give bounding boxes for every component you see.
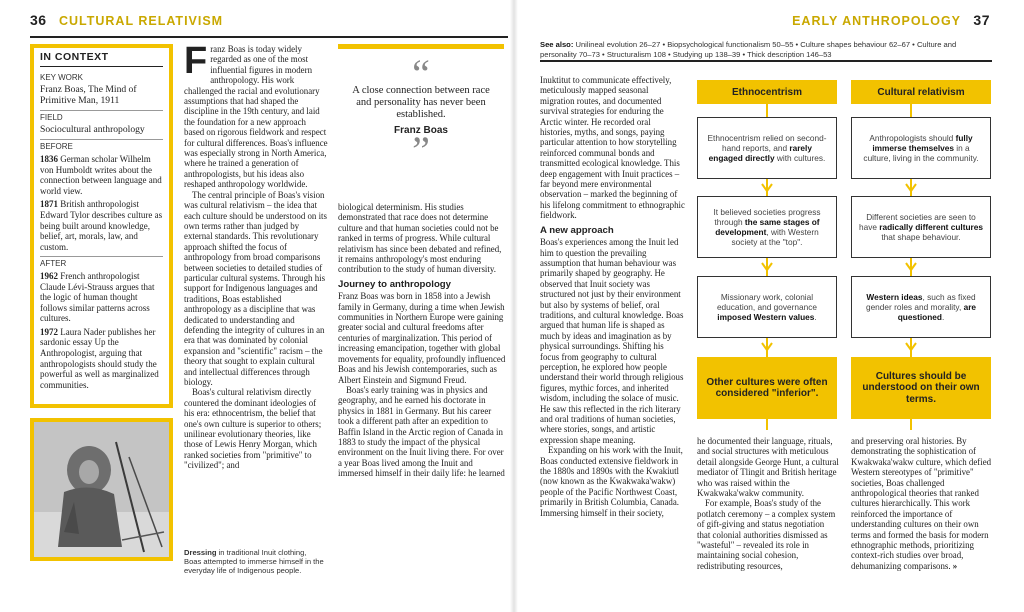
right-section-title: EARLY ANTHROPOLOGY <box>792 14 962 28</box>
paragraph: Inuktitut to communicate effectively, meticulously mapped seasonal migration routes, and documented survival strategies for enduring the Arctic winter. He recorded oral histories, myths, and songs, paying particular attention to how storytelling reinforced communal bonds and transmitted ecological knowledge. This deep engagement with Inuit practices – far beyond mere environmental observation – marked the beginning of his lifelong commitment to ethnographic fieldwork. <box>540 75 685 221</box>
after-text: Laura Nader publishes her sardonic essay Up the Anthropologist, arguing that anthropologists should study the powerful as well as marginalized communities. <box>40 326 159 390</box>
in-context-title: IN CONTEXT <box>40 52 163 67</box>
after-label: AFTER <box>40 256 163 270</box>
before-label: BEFORE <box>40 139 163 153</box>
close-quote-icon: ” <box>412 128 430 173</box>
right-page-number: 37 <box>973 12 990 28</box>
drop-cap: F <box>184 40 208 82</box>
after-text: French anthropologist Claude Lévi-Strauss argues that the logic of human thought follows similar patterns across cultures. <box>40 270 155 324</box>
quote-author: Franz Boas <box>394 125 448 136</box>
before-text: British anthropologist Edward Tylor describes culture as being built around knowledge, belief, art, morals, law, and custom. <box>40 199 163 252</box>
body-column-5 <box>851 436 995 571</box>
flow-box: Western ideas, such as fixed gender roles and morality, are questioned. <box>851 276 991 338</box>
paragraph: Boas's experiences among the Inuit led him to question the prevailing assumption that human behaviour was primarily shaped by geography. He observed that Inuit society was structured not just by their environment but also by systems of belief, oral traditions, and cultural knowledge. Boas argued that human life is shaped as much by ideas and imagination as by physical surroundings. Shifting his focus from geography to cultural perception, he explored how people understand their world through religious figures, mythic forces, and inherited wisdom, including the solace of music. He saw this reflected in the rich literary and oral traditions of human societies, where stories, songs, and artistic expression shape meaning. <box>540 237 684 445</box>
caption-text: in traditional Inuit clothing, Boas attempted to immerse himself in the everyday life of Indigenous people. <box>184 548 324 576</box>
after-year: 1972 <box>40 326 58 337</box>
flow-box: Anthropologists should fully immerse themselves in a culture, living in the community. <box>851 117 991 179</box>
body-column-4 <box>697 436 839 571</box>
down-arrow-icon <box>760 340 774 354</box>
caption-lead: Dressing <box>184 548 217 557</box>
open-quote-icon: “ <box>412 51 430 96</box>
paragraph: Franz Boas was born in 1858 into a Jewish family in Germany, during a time when Jewish communities in Northern Europe were gaining greater social and cultural freedoms after centuries of marginalization. This period of increasing emancipation, together with global movements for equality, profoundly influenced Boas and his Jewish contemporaries, such as Albert Einstein and Sigmund Freud. <box>338 291 506 385</box>
boas-inuit-photo <box>30 418 173 561</box>
continue-arrow-icon: » <box>952 560 958 571</box>
pull-quote <box>338 44 504 183</box>
see-also <box>540 40 990 59</box>
paragraph: For example, Boas's study of the potlatch ceremony – a complex system of gift-giving and status negotiation that colonial authorities dismissed as "wasteful" – revealed its role in maintaining social cohesion, redistributing resources, <box>697 498 836 571</box>
field-text: Sociocultural anthropology <box>40 123 145 135</box>
flow-box: Different societies are seen to have radically different cultures that shape behaviour. <box>851 196 991 258</box>
down-arrow-icon <box>904 181 918 195</box>
after-item <box>40 271 163 324</box>
flow-box: Missionary work, colonial education, and governance imposed Western values. <box>697 276 837 338</box>
body-column-1 <box>184 40 328 471</box>
key-work-text: Franz Boas, The Mind of Primitive Man, 1911 <box>40 84 137 107</box>
body-column-2 <box>338 202 506 479</box>
left-page-header <box>30 12 223 28</box>
paragraph: he documented their language, rituals, and social structures with meticulous detail alongside George Hunt, a cultural mediator of Tlingit and British heritage who was raised within the Kwakwaka'wakw community. <box>697 436 839 499</box>
body-column-3 <box>540 75 685 518</box>
right-page-header <box>792 12 990 28</box>
flow-result-cultural-relativism: Cultures should be understood on their own terms. <box>851 357 991 419</box>
before-item <box>40 199 163 252</box>
left-page-number: 36 <box>30 12 47 28</box>
flow-result-ethnocentrism: Other cultures were often considered "inferior". <box>697 357 837 419</box>
down-arrow-icon <box>904 340 918 354</box>
left-section-title: CULTURAL RELATIVISM <box>58 14 224 28</box>
paragraph: Expanding on his work with the Inuit, Boas conducted extensive fieldwork in the 1880s and 1890s with the Kwakiutl (now known as the Kwakwaka'wakw) people of the Pacific Northwest Coast, primarily in British Columbia, Canada. Immersing himself in their society, <box>540 445 683 518</box>
quote-text: A close connection between race and personality has never been established. <box>352 85 490 120</box>
down-arrow-icon <box>760 260 774 274</box>
see-also-label: See also: <box>540 40 574 49</box>
before-year: 1836 <box>40 153 58 164</box>
flowchart-header-cultural-relativism: Cultural relativism <box>851 80 991 104</box>
paragraph: and preserving oral histories. By demonstrating the sophistication of Kwakwaka'wakw culture, which defied Western stereotypes of "primitive" societies, Boas challenged anthropological theories that ranked cultures hierarchically. This work reinforced the importance of understanding cultures on their own terms and formed the basis for modern ethnographic methods, prioritizing context-rich studies over broad, dehumanizing comparisons. <box>851 436 992 571</box>
down-arrow-icon <box>760 181 774 195</box>
before-item <box>40 154 163 196</box>
section-heading: A new approach <box>540 224 614 236</box>
down-arrow-icon <box>904 260 918 274</box>
right-header-rule <box>540 60 992 62</box>
paragraph: Boas's cultural relativism directly countered the dominant ideologies of his era: ethnocentrism, the belief that one's own culture is superior to others; unilinear evolutionary theories, like those of Lewis Henry Morgan, which ranked societies from "primitive" to "civilized"; and <box>184 387 322 471</box>
see-also-text: Unilineal evolution 26–27 • Biopsychological functionalism 50–55 • Culture shapes behaviour 62–67 • Culture and personality 70–73 • Structuralism 108 • Studying up 138–39 • Thick description 146–53 <box>540 40 957 59</box>
paragraph: biological determinism. His studies demonstrated that race does not determine culture and that human societies could not be ranked in terms of progress. While cultural relativism has since been debated and refined, it remains anthropology's most enduring contribution to the study of human diversity. <box>338 202 502 275</box>
key-work-label: KEY WORK <box>40 72 83 82</box>
flow-box: Ethnocentrism relied on second-hand reports, and rarely engaged directly with cultures. <box>697 117 837 179</box>
after-year: 1962 <box>40 270 58 281</box>
paragraph: Boas's early training was in physics and geography, and he earned his doctorate in physics in 1881 in Germany. But his career took a different path after an expedition to Baffin Island in the Arctic region of Canada in 1883 to study the impact of the physical environment on the Inuit living there. For over a year Boas lived among the Inuit and immersed himself in their daily life: he learned <box>338 384 505 479</box>
paragraph: ranz Boas is today widely regarded as one of the most influential figures in modern anthropology. His work challenged the racial and evolutionary assumptions that had shaped the discipline in the 19th century, and laid the foundation for a new approach based on rigorous fieldwork and respect for cultural differences. Boas's influence was especially strong in North America, where he trained a generation of anthropologists, but his ideas also reshaped anthropology worldwide. <box>184 44 328 190</box>
paragraph: The central principle of Boas's vision was cultural relativism – the idea that each culture should be understood on its own terms rather than judged by external standards. This revolutionary approach shifted the focus of anthropology from broad comparisons between societies to detailed studies of particular cultural systems. Through his support for Indigenous languages and traditions, Boas established anthropology as a discipline that was dedicated to understanding and defending the integrity of cultures in an era that was dominated by colonial expansion and "scientific" racism – the theory that sought to explain cultural and intellectual differences through biology. <box>184 189 327 387</box>
page-gutter <box>510 0 518 612</box>
in-context-box <box>30 44 173 408</box>
before-text: German scholar Wilhelm von Humboldt writes about the connection between language and world view. <box>40 153 162 196</box>
field-label: FIELD <box>40 110 163 124</box>
photo-illustration <box>34 422 169 557</box>
flowchart-header-ethnocentrism: Ethnocentrism <box>697 80 837 104</box>
flow-box: It believed societies progress through the same stages of development, with Western society at the "top". <box>697 196 837 258</box>
after-item <box>40 327 163 391</box>
section-heading: Journey to anthropology <box>338 278 451 290</box>
left-header-rule <box>30 36 508 38</box>
photo-caption <box>184 548 324 576</box>
before-year: 1871 <box>40 199 58 210</box>
